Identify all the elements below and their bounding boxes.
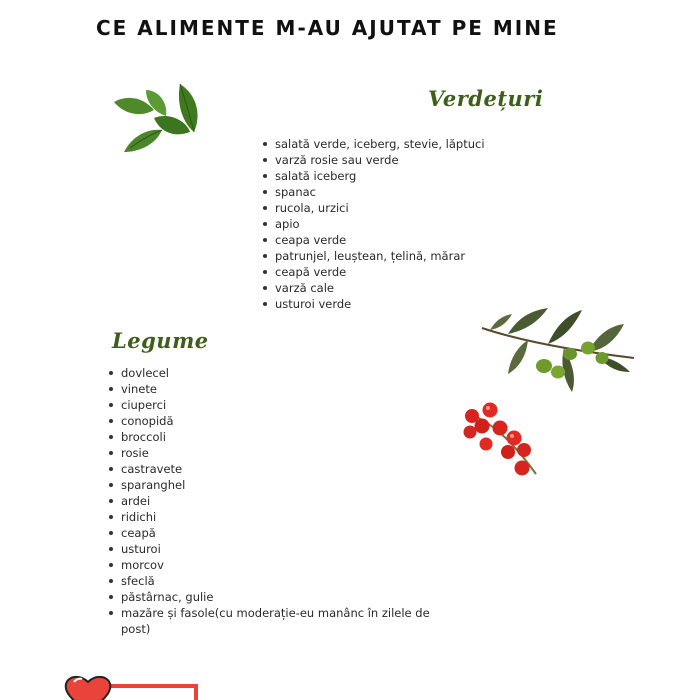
list-item: ciuperci [107,397,437,413]
list-item: apio [261,216,521,232]
list-item: morcov [107,557,437,573]
cherry-tomatoes-icon [460,398,545,483]
list-item: ceapă [107,525,437,541]
list-item: vinete [107,381,437,397]
olive-branch-icon [478,300,638,395]
list-item: spanac [261,184,521,200]
list-item: ceapă verde [261,264,521,280]
list-item: patrunjel, leuștean, țelină, mărar [261,248,521,264]
list-item: ardei [107,493,437,509]
list-item: varză rosie sau verde [261,152,521,168]
list-item: ridichi [107,509,437,525]
list-item: rucola, urzici [261,200,521,216]
greens-list [261,136,521,312]
list-item: usturoi verde [261,296,521,312]
section-heading-verdeturi: Verdețuri [428,86,544,111]
vegetables-list [107,365,437,637]
basil-leaves-icon [110,80,205,160]
page-title: CE ALIMENTE M-AU AJUTAT PE MINE [96,16,559,40]
list-item: salată verde, iceberg, stevie, lăptuci [261,136,521,152]
list-item: conopidă [107,413,437,429]
list-item: sfeclă [107,573,437,589]
list-item: păstârnac, gulie [107,589,437,605]
heart-icon [62,672,202,700]
list-item: salată iceberg [261,168,521,184]
list-item: varză cale [261,280,521,296]
list-item: usturoi [107,541,437,557]
list-item: mazăre și fasole(cu moderație-eu manânc în zilele de post) [107,605,437,637]
list-item: ceapa verde [261,232,521,248]
list-item: castravete [107,461,437,477]
list-item: rosie [107,445,437,461]
list-item: broccoli [107,429,437,445]
list-item: sparanghel [107,477,437,493]
section-heading-legume: Legume [112,328,209,353]
list-item: dovlecel [107,365,437,381]
